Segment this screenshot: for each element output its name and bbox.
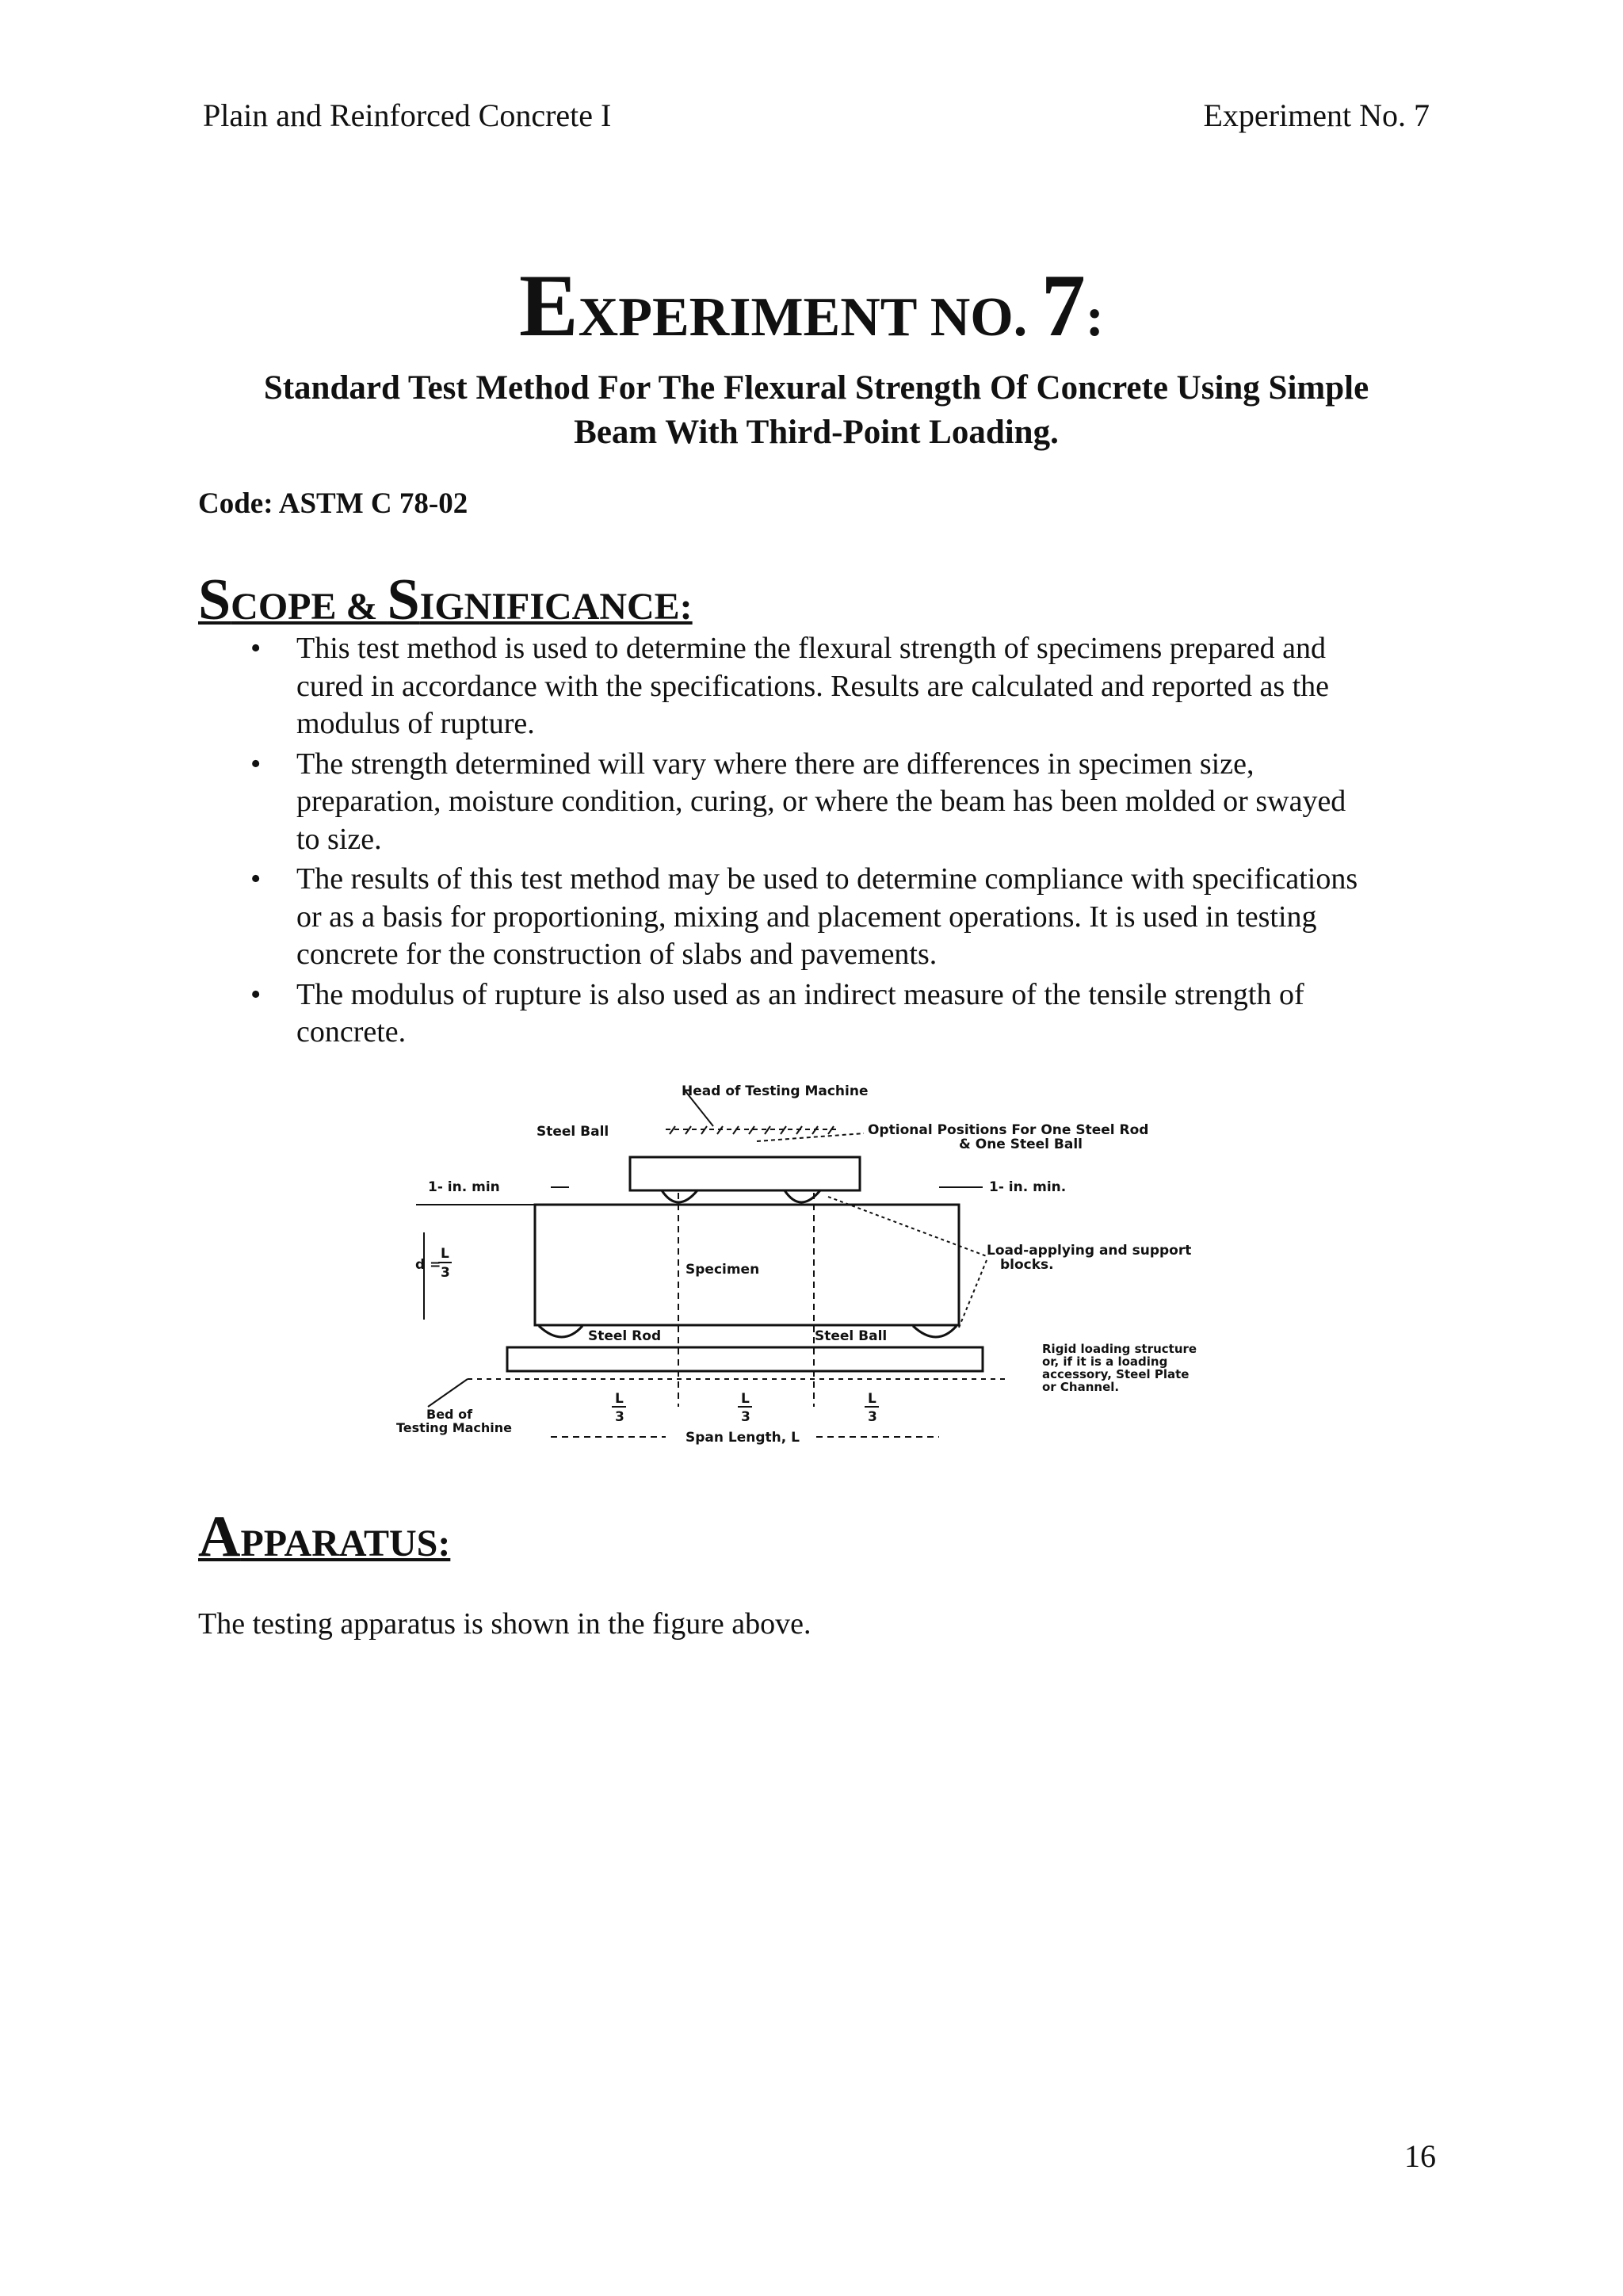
- label-load-applying-2: blocks.: [1000, 1257, 1054, 1273]
- bullet-icon: •: [250, 862, 262, 896]
- apparatus-text: The testing apparatus is shown in the figure above.: [198, 1607, 812, 1641]
- page-number: 16: [1404, 2138, 1436, 2174]
- bed-leader-line: [428, 1379, 468, 1407]
- label-head-of-testing-machine: Head of Testing Machine: [682, 1083, 869, 1099]
- support-steel-ball: [913, 1326, 957, 1337]
- support-steel-rod: [539, 1326, 582, 1337]
- label-min-right: 1- in. min.: [989, 1179, 1067, 1195]
- load-leader-lower: [959, 1260, 987, 1328]
- top-steel-ball-right: [785, 1190, 820, 1202]
- label-rigid-1: Rigid loading structure: [1042, 1342, 1197, 1356]
- bullet-line: concrete.: [296, 1015, 407, 1049]
- bullet-icon: •: [250, 977, 262, 1011]
- bullet-line: The strength determined will vary where there are differences in specimen size,: [296, 747, 1254, 781]
- scope-rest-2: IGNIFICANCE:: [419, 586, 693, 628]
- apparatus-heading: [198, 1504, 451, 1569]
- bullet-icon: •: [250, 632, 262, 665]
- bullet-line: The results of this test method may be used to determine compliance with specifications: [296, 862, 1358, 896]
- bullet-line: The modulus of rupture is also used as an indirect measure of the tensile strength of: [296, 977, 1304, 1011]
- label-load-applying-1: Load-applying and support: [987, 1243, 1192, 1259]
- label-third-3-L: L: [868, 1391, 876, 1407]
- label-steel-ball-bottom: Steel Ball: [815, 1328, 888, 1344]
- label-optional-positions-1: Optional Positions For One Steel Rod: [868, 1122, 1149, 1138]
- rigid-loading-structure: [507, 1347, 983, 1371]
- bullet-icon: •: [250, 747, 262, 781]
- bullet-item: [198, 746, 1450, 859]
- apparatus-rest: PPARATUS:: [240, 1522, 451, 1564]
- scope-heading: [198, 567, 693, 632]
- label-bed-2: Testing Machine: [396, 1420, 513, 1435]
- bullet-line: This test method is used to determine the flexural strength of specimens prepared and: [296, 632, 1327, 665]
- label-d-L: L: [441, 1246, 449, 1262]
- standard-code: Code: ASTM C 78-02: [198, 487, 468, 520]
- label-steel-rod: Steel Rod: [588, 1328, 662, 1344]
- top-steel-ball-left: [662, 1190, 697, 1202]
- label-d-3: 3: [441, 1265, 450, 1281]
- bullet-item: [198, 861, 1450, 974]
- title-number: 7: [1041, 257, 1086, 355]
- loading-head-plate: [630, 1157, 860, 1190]
- label-rigid-2: or, if it is a loading: [1042, 1354, 1168, 1369]
- flexural-test-figure: [380, 1074, 1252, 1454]
- scope-rest-1: COPE &: [231, 586, 388, 628]
- span-thirds: [612, 1391, 879, 1425]
- label-optional-positions-2: & One Steel Ball: [959, 1137, 1083, 1152]
- label-bed-1: Bed of: [426, 1407, 473, 1422]
- bullet-line: cured in accordance with the specifications. Results are calculated and reported as the: [296, 669, 1330, 703]
- label-steel-ball-top: Steel Ball: [537, 1124, 609, 1140]
- scope-cap-1: S: [198, 567, 231, 632]
- label-rigid-4: or Channel.: [1042, 1380, 1120, 1394]
- bullet-line: or as a basis for proportioning, mixing and placement operations. It is used in testing: [296, 900, 1317, 934]
- bullet-line: preparation, moisture condition, curing, or where the beam has been molded or swayed: [296, 785, 1346, 818]
- bullet-item: [198, 630, 1450, 743]
- header-course-title: Plain and Reinforced Concrete I: [203, 97, 612, 133]
- title-rest: XPERIMENT NO.: [578, 287, 1028, 348]
- header-experiment-number: Experiment No. 7: [1203, 97, 1430, 133]
- label-min-left: 1- in. min: [428, 1179, 500, 1195]
- label-rigid-3: accessory, Steel Plate: [1042, 1367, 1190, 1381]
- scope-bullet-list: [198, 630, 1450, 1054]
- title-first-letter: E: [518, 257, 579, 355]
- bullet-item: [198, 976, 1450, 1052]
- subtitle: [182, 366, 1450, 455]
- subtitle-line-1: Standard Test Method For The Flexural Strength Of Concrete Using Simple: [263, 369, 1369, 407]
- label-third-2-3: 3: [741, 1409, 750, 1425]
- bullet-line: concrete for the construction of slabs and pavements.: [296, 938, 938, 971]
- page-title: [0, 257, 1623, 355]
- bullet-line: modulus of rupture.: [296, 707, 535, 740]
- apparatus-cap: A: [198, 1504, 241, 1569]
- label-specimen: Specimen: [685, 1262, 760, 1278]
- subtitle-line-2: Beam With Third-Point Loading.: [574, 414, 1059, 451]
- label-third-1-L: L: [615, 1391, 624, 1407]
- scope-cap-2: S: [387, 567, 420, 632]
- label-third-1-3: 3: [615, 1409, 624, 1425]
- optional-leader-line: [757, 1133, 864, 1141]
- label-d-equals: d =: [415, 1257, 441, 1273]
- label-third-2-L: L: [741, 1391, 750, 1407]
- title-colon: :: [1085, 287, 1105, 348]
- label-span-length: Span Length, L: [685, 1430, 800, 1446]
- bullet-line: to size.: [296, 822, 382, 856]
- label-third-3-3: 3: [868, 1409, 877, 1425]
